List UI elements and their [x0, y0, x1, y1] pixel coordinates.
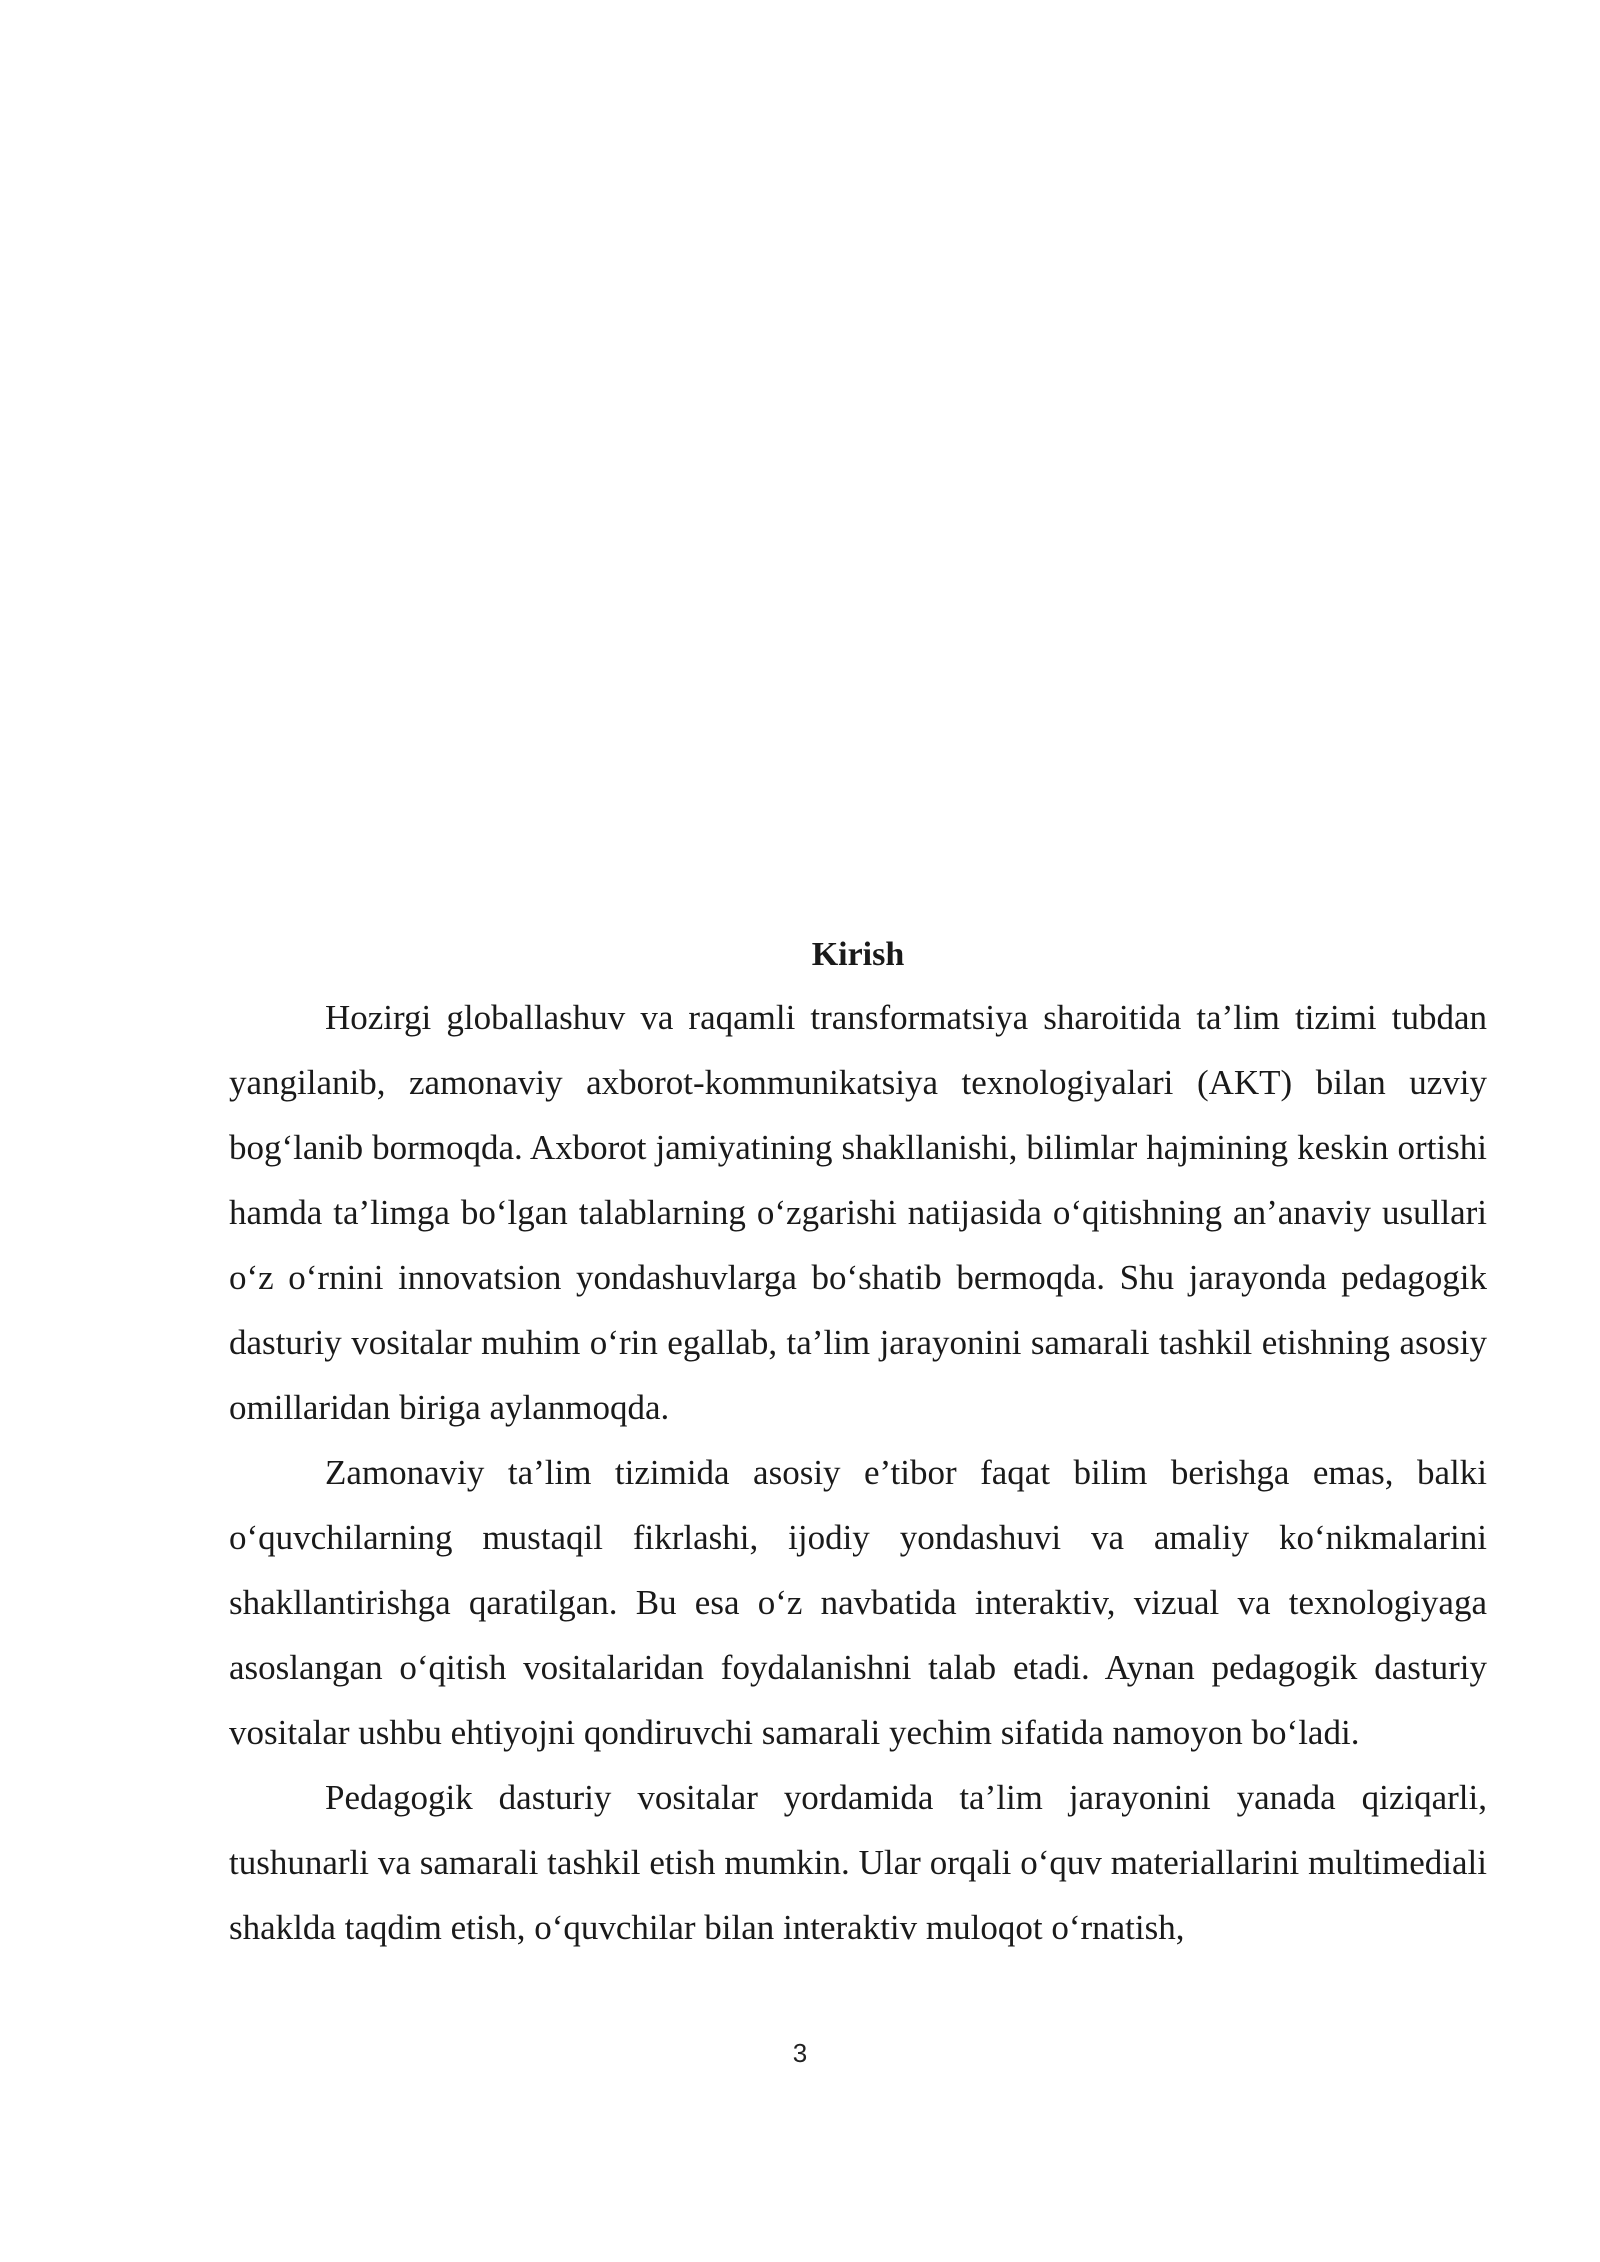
page-number: 3 — [792, 2038, 808, 2068]
page-content — [229, 925, 1487, 1960]
section-heading: Kirish — [811, 936, 905, 973]
paragraph-3: Pedagogik dasturiy vositalar yordamida ta’lim jarayonini yanada qiziqarli, tushunarli va samarali tashkil etish mumkin. Ular orqali o‘quv materiallarini multimediali shaklda taqdim etish, o‘quvchilar bilan interaktiv muloqot o‘rnatish, — [229, 1778, 1487, 1947]
paragraph-1: Hozirgi globallashuv va raqamli transformatsiya sharoitida ta’lim tizimi tubdan yangilanib, zamonaviy axborot-kommunikatsiya texnologiyalari (AKT) bilan uzviy bog‘lanib bormoqda. Axborot jamiyatining shakllanishi, bilimlar hajmining keskin ortishi hamda ta’limga bo‘lgan talablarning o‘zgarishi natijasida o‘qitishning an’anaviy usullari o‘z o‘rnini innovatsion yondashuvlarga bo‘shatib bermoqda. Shu jarayonda pedagogik dasturiy vositalar muhim o‘rin egallab, ta’lim jarayonini samarali tashkil etishning asosiy omillaridan biriga aylanmoqda. — [229, 998, 1487, 1427]
paragraph-2: Zamonaviy ta’lim tizimida asosiy e’tibor faqat bilim berishga emas, balki o‘quvchilarning mustaqil fikrlashi, ijodiy yondashuvi va amaliy ko‘nikmalarini shakllantirishga qaratilgan. Bu esa o‘z navbatida interaktiv, vizual va texnologiyaga asoslangan o‘qitish vositalaridan foydalanishni talab etadi. Aynan pedagogik dasturiy vositalar ushbu ehtiyojni qondiruvchi samarali yechim sifatida namoyon bo‘ladi. — [229, 1453, 1487, 1752]
